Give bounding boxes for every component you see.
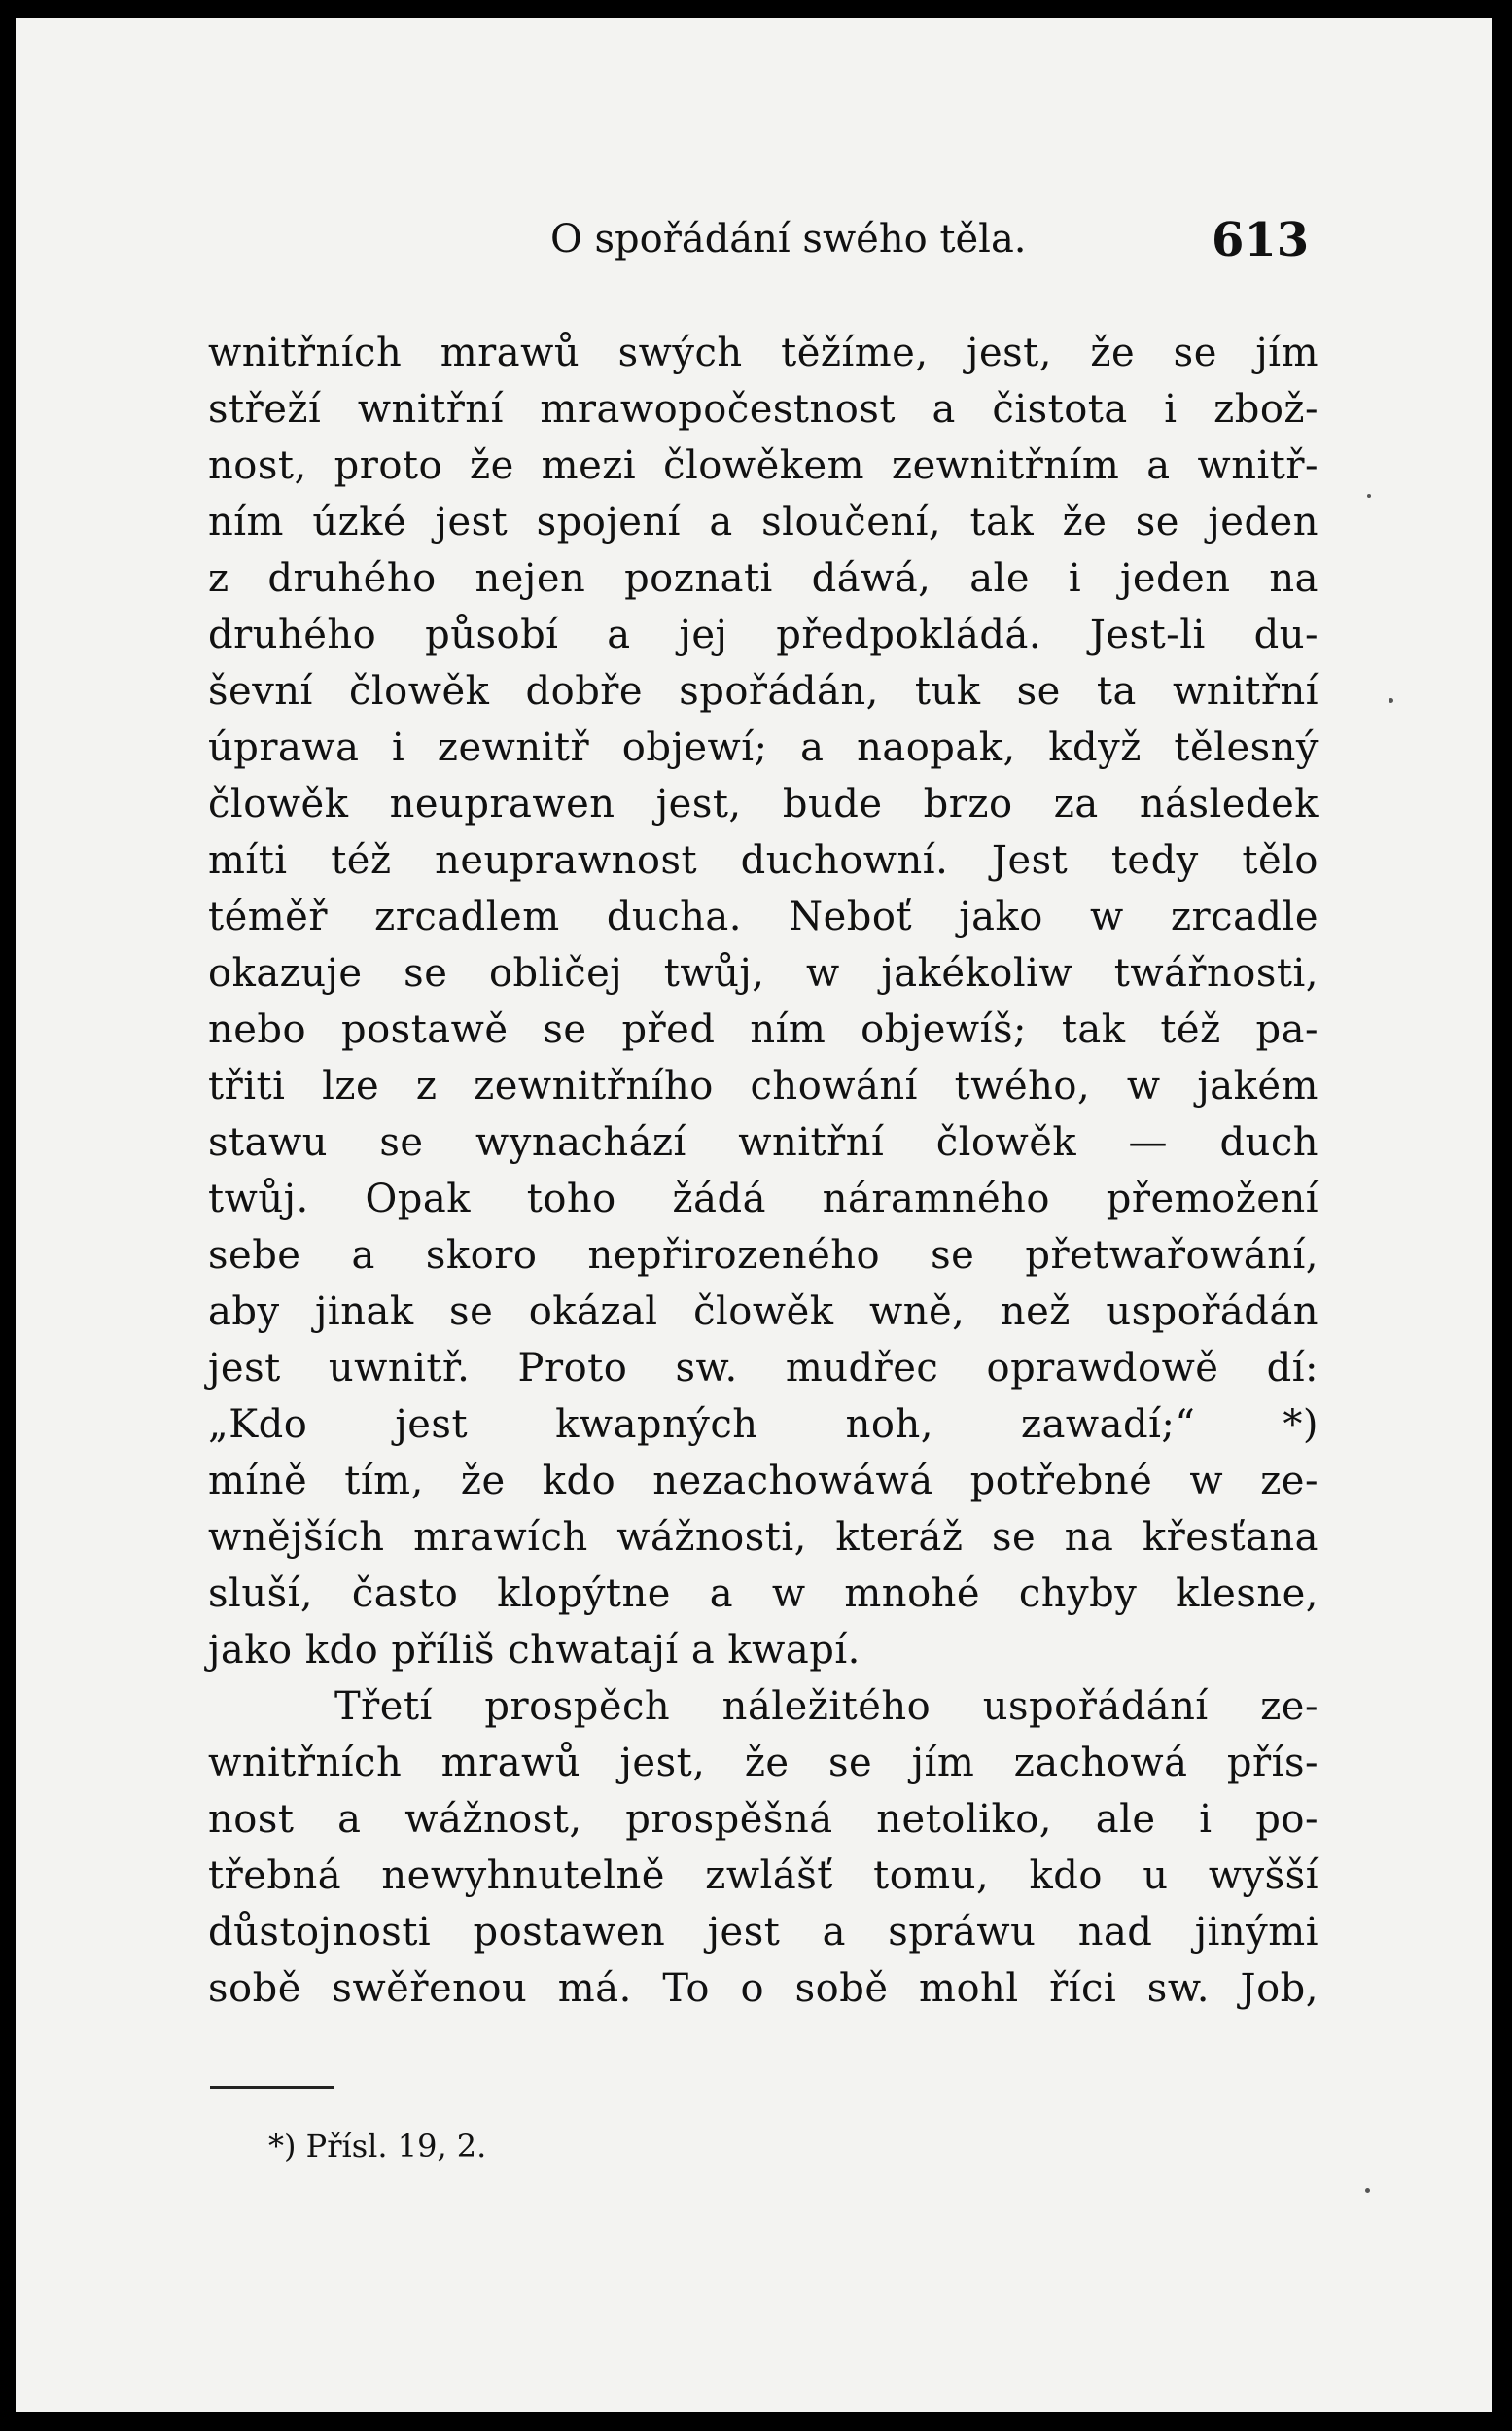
text-line: střeží wnitřní mrawopočestnost a čistota i zbož- — [208, 387, 1319, 432]
text-line: z druhého nejen poznati dáwá, ale i jeden na — [208, 556, 1319, 601]
text-line: třiti lze z zewnitřního chowání twého, w jakém — [208, 1064, 1319, 1109]
text-line: míti též neuprawnost duchowní. Jest tedy tělo — [208, 838, 1319, 883]
text-line: wnitřních mrawů swých těžíme, jest, že se jím — [208, 331, 1319, 375]
text-line: třebná newyhnutelně zwlášť tomu, kdo u wyšší — [208, 1853, 1319, 1898]
text-line: jako kdo příliš chwatají a kwapí. — [208, 1628, 861, 1673]
page-number: 613 — [1212, 213, 1310, 267]
text-line: ševní člowěk dobře spořádán, tuk se ta wnitřní — [208, 669, 1319, 714]
book-page — [16, 18, 1492, 2412]
text-line: nebo postawě se před ním objewíš; tak též pa- — [208, 1007, 1319, 1052]
running-title: O spořádání swého těla. — [550, 217, 1027, 262]
text-line: člowěk neuprawen jest, bude brzo za následek — [208, 782, 1319, 827]
text-line: sobě swěřenou má. To o sobě mohl říci sw. Job, — [208, 1966, 1319, 2011]
text-line: sebe a skoro nepřirozeného se přetwařowání, — [208, 1233, 1319, 1278]
text-line: „Kdo jest kwapných noh, zawadí;“ *) — [208, 1402, 1319, 1447]
body-text — [208, 325, 1319, 2017]
text-line: wnějších mrawích wážnosti, kteráž se na křesťana — [208, 1515, 1319, 1560]
footnote-rule — [210, 2086, 334, 2089]
text-line: ním úzké jest spojení a sloučení, tak že se jeden — [208, 500, 1319, 545]
scan-speck — [1365, 2188, 1370, 2193]
text-line: druhého působí a jej předpokládá. Jest-li du- — [208, 613, 1319, 657]
scan-speck — [1389, 698, 1393, 703]
text-line: wnitřních mrawů jest, že se jím zachowá přís- — [208, 1741, 1319, 1785]
text-line: téměř zrcadlem ducha. Neboť jako w zrcadle — [208, 895, 1319, 939]
text-line: důstojnosti postawen jest a spráwu nad jinými — [208, 1910, 1319, 1955]
text-line: sluší, často klopýtne a w mnohé chyby klesne, — [208, 1571, 1319, 1616]
text-line: aby jinak se okázal člowěk wně, než uspořádán — [208, 1289, 1319, 1334]
text-line: stawu se wynachází wnitřní člowěk — duch — [208, 1120, 1319, 1165]
text-line: nost a wážnost, prospěšná netoliko, ale i po- — [208, 1797, 1319, 1842]
text-line: míně tím, že kdo nezachowáwá potřebné w ze- — [208, 1459, 1319, 1503]
text-line: okazuje se obličej twůj, w jakékoliw twářnosti, — [208, 951, 1319, 996]
text-line: jest uwnitř. Proto sw. mudřec oprawdowě dí: — [208, 1346, 1319, 1391]
text-line: úprawa i zewnitř objewí; a naopak, když tělesný — [208, 725, 1319, 770]
footnote: *) Přísl. 19, 2. — [268, 2128, 487, 2165]
text-line: twůj. Opak toho žádá náramného přemožení — [208, 1177, 1319, 1221]
paragraph-start-line: Třetí prospěch náležitého uspořádání ze- — [334, 1684, 1319, 1729]
text-line: nost, proto že mezi člowěkem zewnitřním a wnitř- — [208, 443, 1319, 488]
page-header — [16, 213, 1492, 275]
scan-speck — [1367, 494, 1371, 498]
